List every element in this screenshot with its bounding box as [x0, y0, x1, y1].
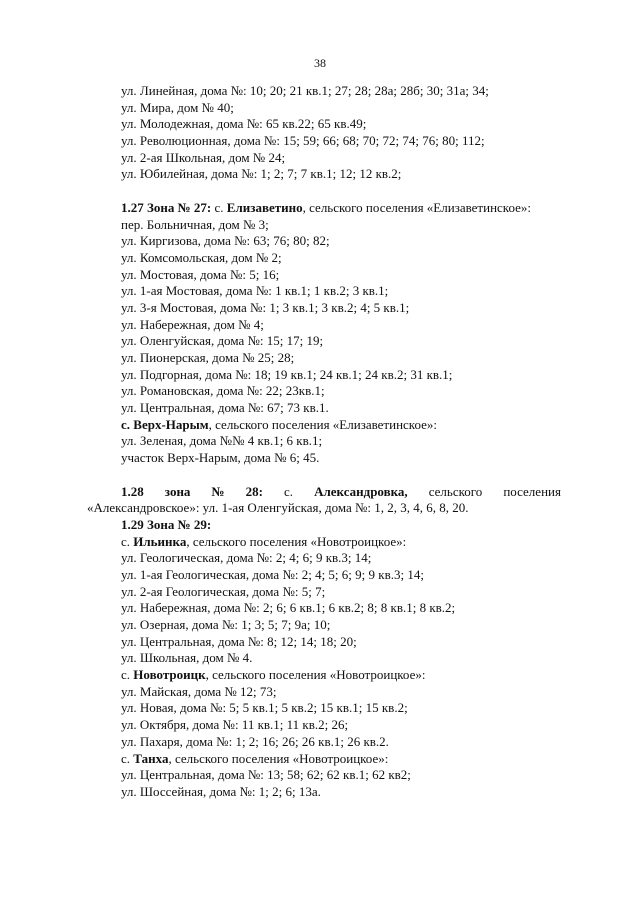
address-line: ул. Шоссейная, дома №: 1; 2; 6; 13а. — [121, 783, 321, 799]
settlement-name: Новотроицк — [133, 667, 206, 683]
settlement-heading: с. Танха, сельского поселения «Новотроицкое»: — [121, 750, 389, 766]
address-line: ул. Комсомольская, дом № 2; — [121, 249, 282, 265]
zone-29-section — [121, 517, 561, 801]
zone-27-section — [121, 200, 561, 467]
address-line: ул. Линейная, дома №: 10; 20; 21 кв.1; 27; 28; 28а; 28б; 30; 31а; 34; — [121, 83, 489, 98]
address-line: ул. Пахаря, дома №: 1; 2; 16; 26; 26 кв.1; 26 кв.2. — [121, 733, 389, 749]
address-line: ул. Подгорная, дома №: 18; 19 кв.1; 24 кв.1; 24 кв.2; 31 кв.1; — [121, 366, 453, 382]
address-line: ул. Майская, дома № 12; 73; — [121, 683, 277, 699]
settlement-name: Елизаветино — [226, 199, 303, 215]
address-line: ул. Мостовая, дома №: 5; 16; — [121, 266, 280, 282]
address-line: ул. Центральная, дома №: 13; 58; 62; 62 кв.1; 62 кв2; — [121, 767, 411, 783]
address-line: ул. Юбилейная, дома №: 1; 2; 7; 7 кв.1; 12; 12 кв.2; — [121, 166, 402, 182]
address-line: ул. Революционная, дома №: 15; 59; 66; 68; 70; 72; 74; 76; 80; 112; — [121, 133, 485, 149]
zone-29-heading: 1.29 Зона № 29: — [121, 516, 212, 532]
address-line: ул. Пионерская, дома № 25; 28; — [121, 350, 295, 365]
settlement-heading: с. Ильинка, сельского поселения «Новотроицкое»: — [121, 533, 407, 549]
settlement-heading: с. Верх-Нарым, сельского поселения «Елизаветинское»: — [121, 416, 437, 432]
address-line: ул. 3-я Мостовая, дома №: 1; 3 кв.1; 3 кв.2; 4; 5 кв.1; — [121, 299, 410, 315]
address-line: ул. Школьная, дом № 4. — [121, 650, 253, 666]
address-line: ул. Мира, дом № 40; — [121, 99, 234, 115]
settlement-name: с. Верх-Нарым — [121, 416, 209, 432]
zone-28-addresses: «Александровское»: ул. 1-ая Оленгуйская, дома №: 1, 2, 3, 4, 6, 8, 20. — [87, 500, 469, 516]
settlement-heading: с. Новотроицк, сельского поселения «Новотроицкое»: — [121, 667, 426, 683]
address-line: ул. Набережная, дома №: 2; 6; 6 кв.1; 6 кв.2; 8; 8 кв.1; 8 кв.2; — [121, 600, 456, 616]
address-line: ул. Центральная, дома №: 8; 12; 14; 18; 20; — [121, 633, 357, 649]
zone-28-section — [87, 483, 561, 517]
address-line: ул. 1-ая Мостовая, дома №: 1 кв.1; 1 кв.2; 3 кв.1; — [121, 283, 389, 299]
address-line: ул. Геологическая, дома №: 2; 4; 6; 9 кв.3; 14; — [121, 550, 372, 566]
address-list-continuation — [121, 83, 561, 183]
page-number: 38 — [314, 56, 326, 70]
address-line: ул. 2-ая Геологическая, дома №: 5; 7; — [121, 583, 326, 599]
address-line: ул. Зеленая, дома №№ 4 кв.1; 6 кв.1; — [121, 433, 323, 449]
address-line: пер. Больничная, дом № 3; — [121, 216, 269, 232]
settlement-name: Ильинка — [133, 533, 187, 549]
address-line: ул. Озерная, дома №: 1; 3; 5; 7; 9а; 10; — [121, 617, 331, 632]
address-line: ул. Киргизова, дома №: 63; 76; 80; 82; — [121, 233, 330, 249]
address-line: ул. Новая, дома №: 5; 5 кв.1; 5 кв.2; 15 кв.1; 15 кв.2; — [121, 700, 408, 716]
document-body — [87, 83, 561, 801]
address-line: ул. Центральная, дома №: 67; 73 кв.1. — [121, 400, 329, 416]
address-line: ул. Оленгуйская, дома №: 15; 17; 19; — [121, 333, 324, 349]
address-line: ул. Молодежная, дома №: 65 кв.22; 65 кв.49; — [121, 116, 367, 132]
address-line: ул. 1-ая Геологическая, дома №: 2; 4; 5; 6; 9; 9 кв.3; 14; — [121, 566, 424, 582]
settlement-name: Александровка, — [314, 483, 408, 499]
address-line: участок Верх-Нарым, дома № 6; 45. — [121, 450, 320, 466]
address-line: ул. Набережная, дом № 4; — [121, 316, 264, 332]
address-line: ул. Романовская, дома №: 22; 23кв.1; — [121, 383, 325, 399]
zone-27-heading: 1.27 Зона № 27: с. Елизаветино, сельского поселения «Елизаветинское»: — [121, 199, 531, 215]
zone-28-heading: 1.28 зона № 28: с. Александровка, сельского поселения — [121, 483, 561, 499]
address-line: ул. 2-ая Школьная, дом № 24; — [121, 149, 286, 165]
settlement-name: Танха — [133, 750, 169, 766]
zone-27-number: 1.27 Зона № 27: — [121, 199, 212, 215]
address-line: ул. Октября, дома №: 11 кв.1; 11 кв.2; 26; — [121, 717, 349, 733]
